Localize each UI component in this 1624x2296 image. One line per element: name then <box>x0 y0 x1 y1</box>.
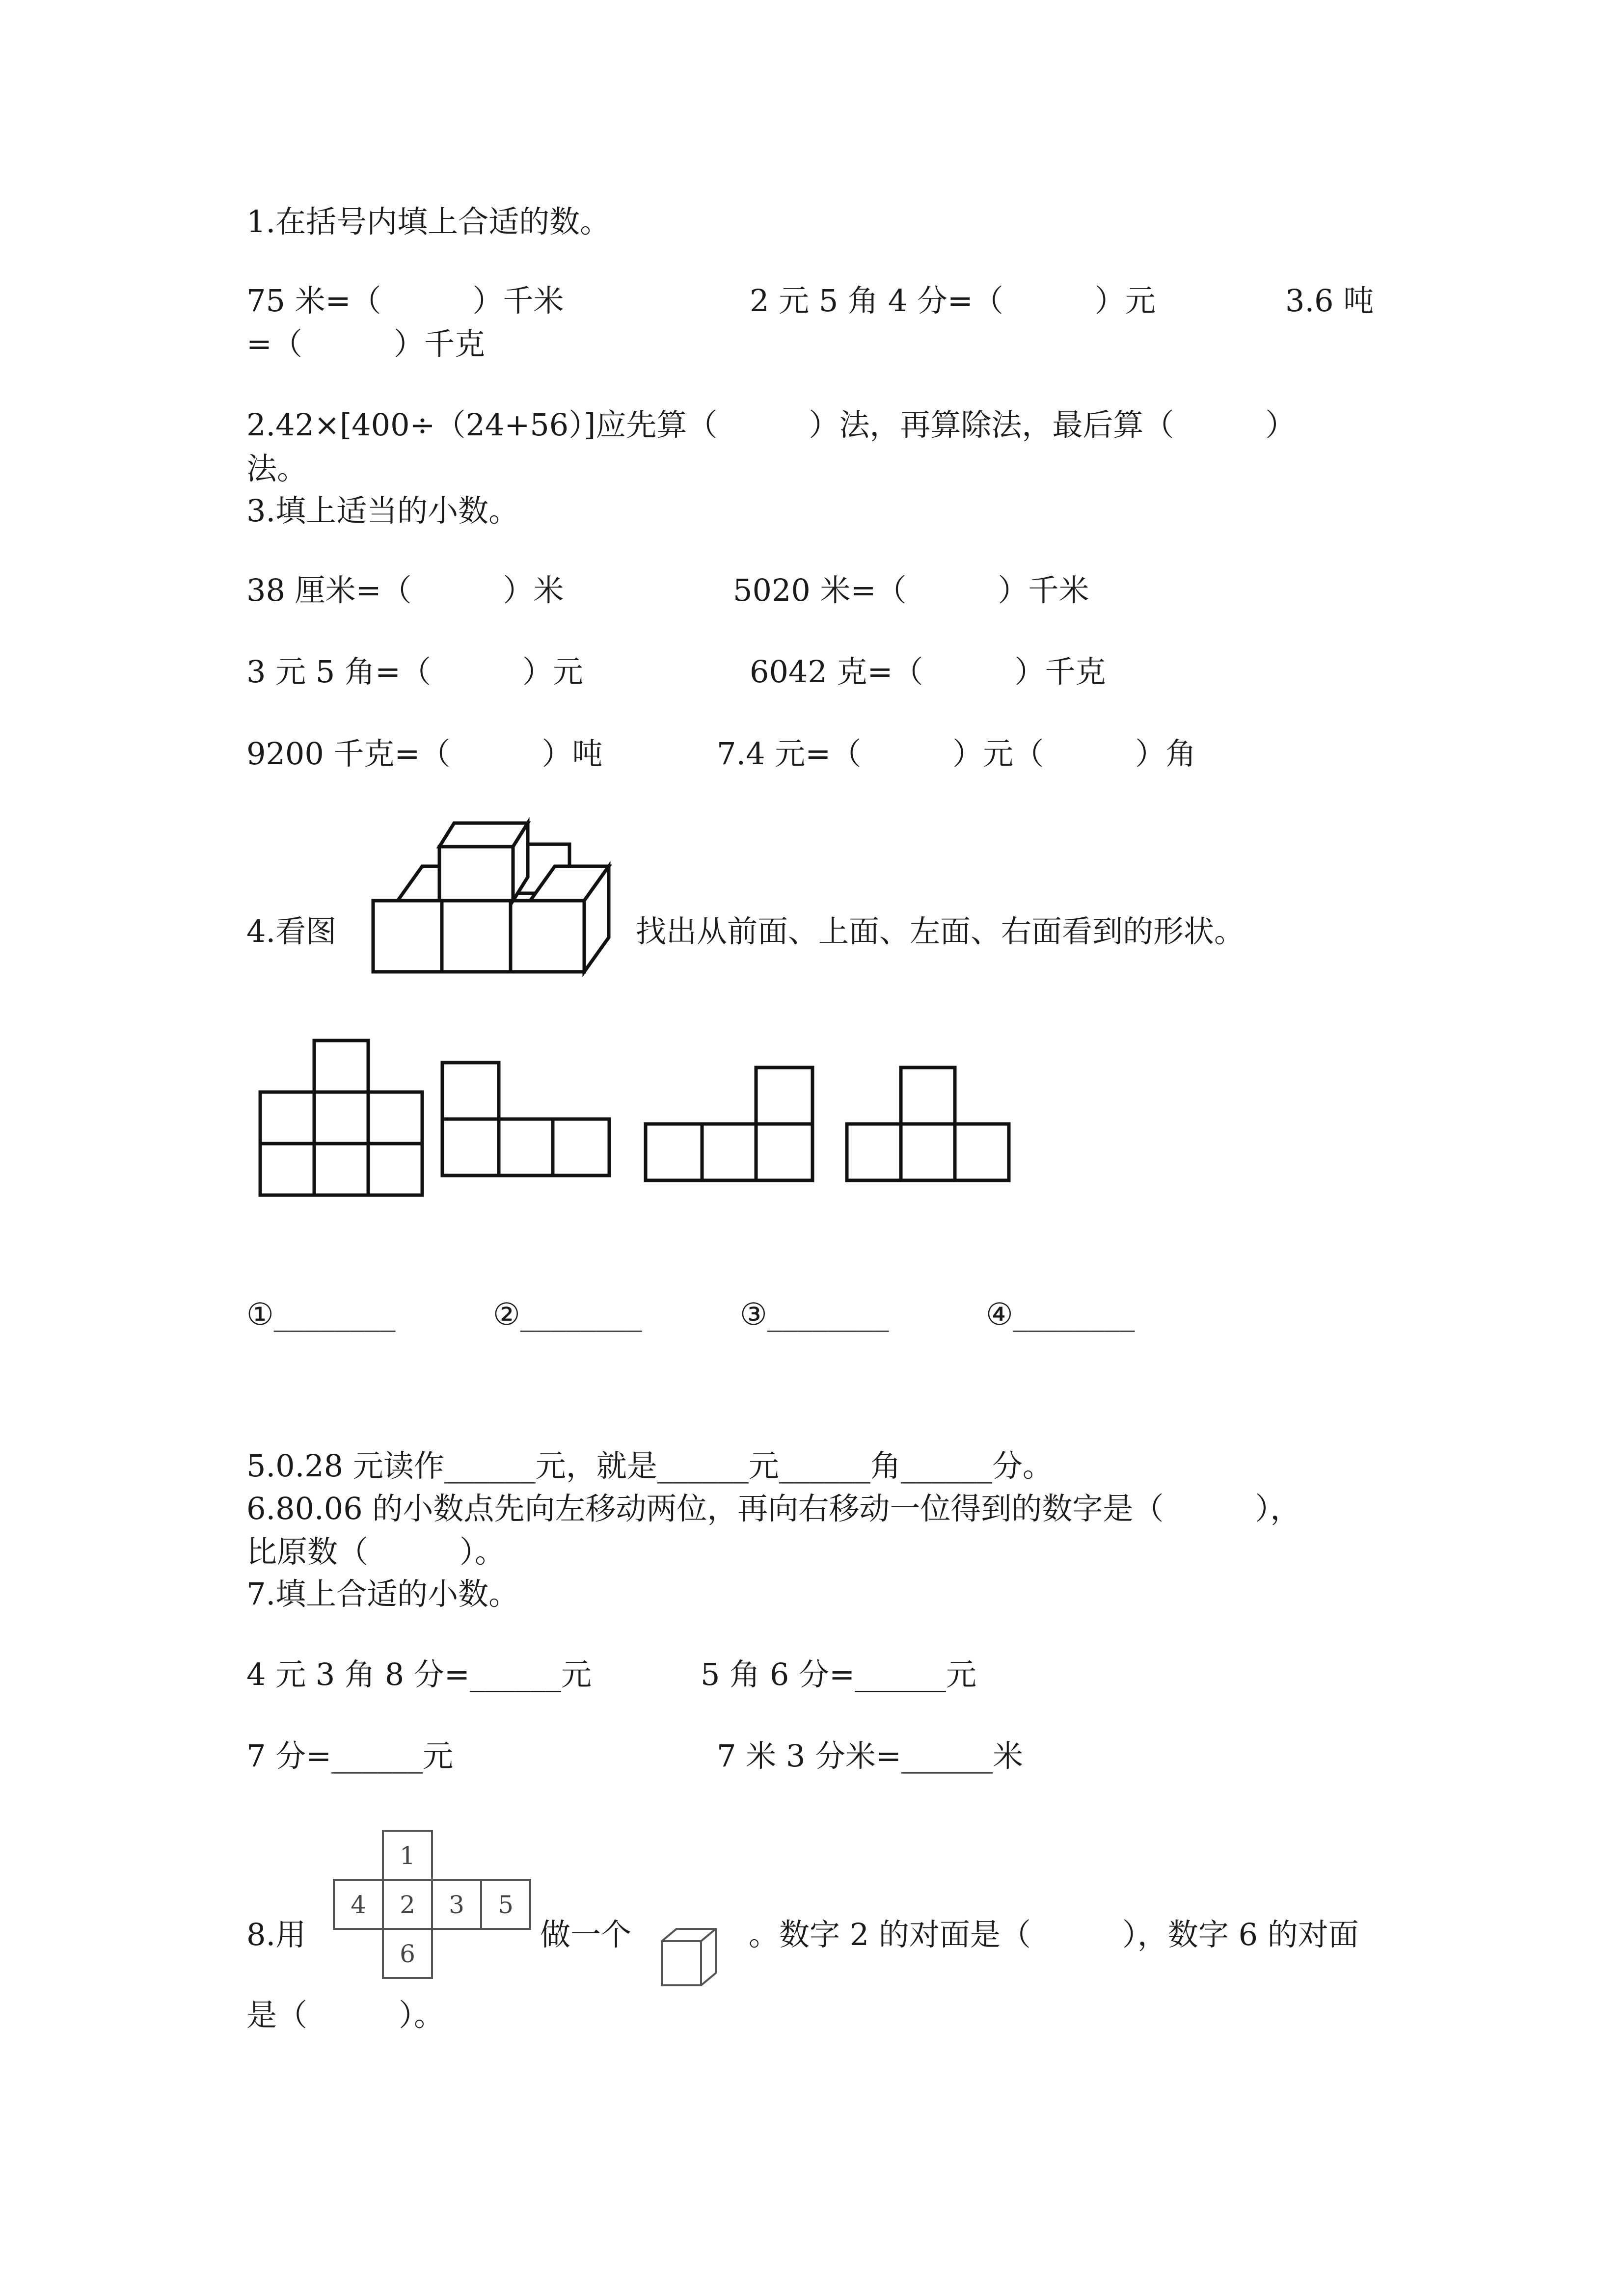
answer-blank-2[interactable]: ②________ <box>493 1296 642 1332</box>
q3-item: 3 元 5 角=（ ）元 <box>246 654 583 690</box>
q7-title: 7.填上合适的小数。 <box>246 1576 519 1612</box>
q3-item: 38 厘米=（ ）米 <box>246 572 564 608</box>
q1-item-c-part2: =（ ）千克 <box>246 326 485 362</box>
answer-blank-1[interactable]: ①________ <box>246 1296 396 1332</box>
q7-item: 4 元 3 角 8 分=______元 <box>246 1656 592 1692</box>
q8-line2: 是（ ）。 <box>246 1997 445 2033</box>
view-shape-4 <box>844 1065 1011 1183</box>
q6-line1: 6.80.06 的小数点先向左移动两位，再向右移动一位得到的数字是（ ）， <box>246 1491 1301 1526</box>
net-face-label: 1 <box>400 1842 415 1870</box>
q5-text: 5.0.28 元读作______元，就是______元______角______分。 <box>246 1448 1053 1484</box>
view-shape-3 <box>643 1065 815 1183</box>
answer-blank-3[interactable]: ③________ <box>740 1296 889 1332</box>
q3-title: 3.填上适当的小数。 <box>246 493 519 529</box>
answer-blank-4[interactable]: ④________ <box>986 1296 1135 1332</box>
net-face-label: 2 <box>400 1891 415 1919</box>
q3-item: 5020 米=（ ）千米 <box>733 572 1089 608</box>
q8-mid: 做一个 <box>540 1917 632 1952</box>
q1-item-a: 75 米=（ ）千米 <box>246 283 564 319</box>
q7-item: 7 分=______元 <box>246 1738 454 1774</box>
q4-prefix: 4.看图 <box>246 913 337 949</box>
q1-item-c-part1: 3.6 吨 <box>1285 283 1374 319</box>
net-face-label: 5 <box>498 1891 514 1919</box>
cube-net-figure <box>328 1828 534 1995</box>
q2-line2: 法。 <box>246 451 308 486</box>
q1-item-b: 2 元 5 角 4 分=（ ）元 <box>750 283 1156 319</box>
net-face-label: 3 <box>449 1891 464 1919</box>
view-shape-2 <box>440 1060 612 1178</box>
q7-item: 5 角 6 分=______元 <box>701 1656 976 1692</box>
q2-line1: 2.42×[400÷（24+56）]应先算（ ）法，再算除法，最后算（ ） <box>246 407 1296 443</box>
q3-item: 9200 千克=（ ）吨 <box>246 736 603 772</box>
cube-stack-figure <box>368 815 653 987</box>
q1-title: 1.在括号内填上合适的数。 <box>246 204 611 240</box>
q4-suffix: 找出从前面、上面、左面、右面看到的形状。 <box>636 913 1245 949</box>
net-face-label: 6 <box>400 1940 415 1968</box>
q7-item: 7 米 3 分米=______米 <box>717 1738 1023 1774</box>
q6-line2: 比原数（ ）。 <box>246 1534 506 1570</box>
q3-item: 6042 克=（ ）千克 <box>750 654 1106 690</box>
q8-prefix: 8.用 <box>246 1917 306 1952</box>
cube-icon <box>658 1924 722 1993</box>
net-face-label: 4 <box>351 1891 366 1919</box>
q3-item: 7.4 元=（ ）元（ ）角 <box>717 736 1196 772</box>
view-shape-1 <box>255 1036 422 1198</box>
q8-suffix: 。数字 2 的对面是（ ），数字 6 的对面 <box>749 1917 1359 1952</box>
